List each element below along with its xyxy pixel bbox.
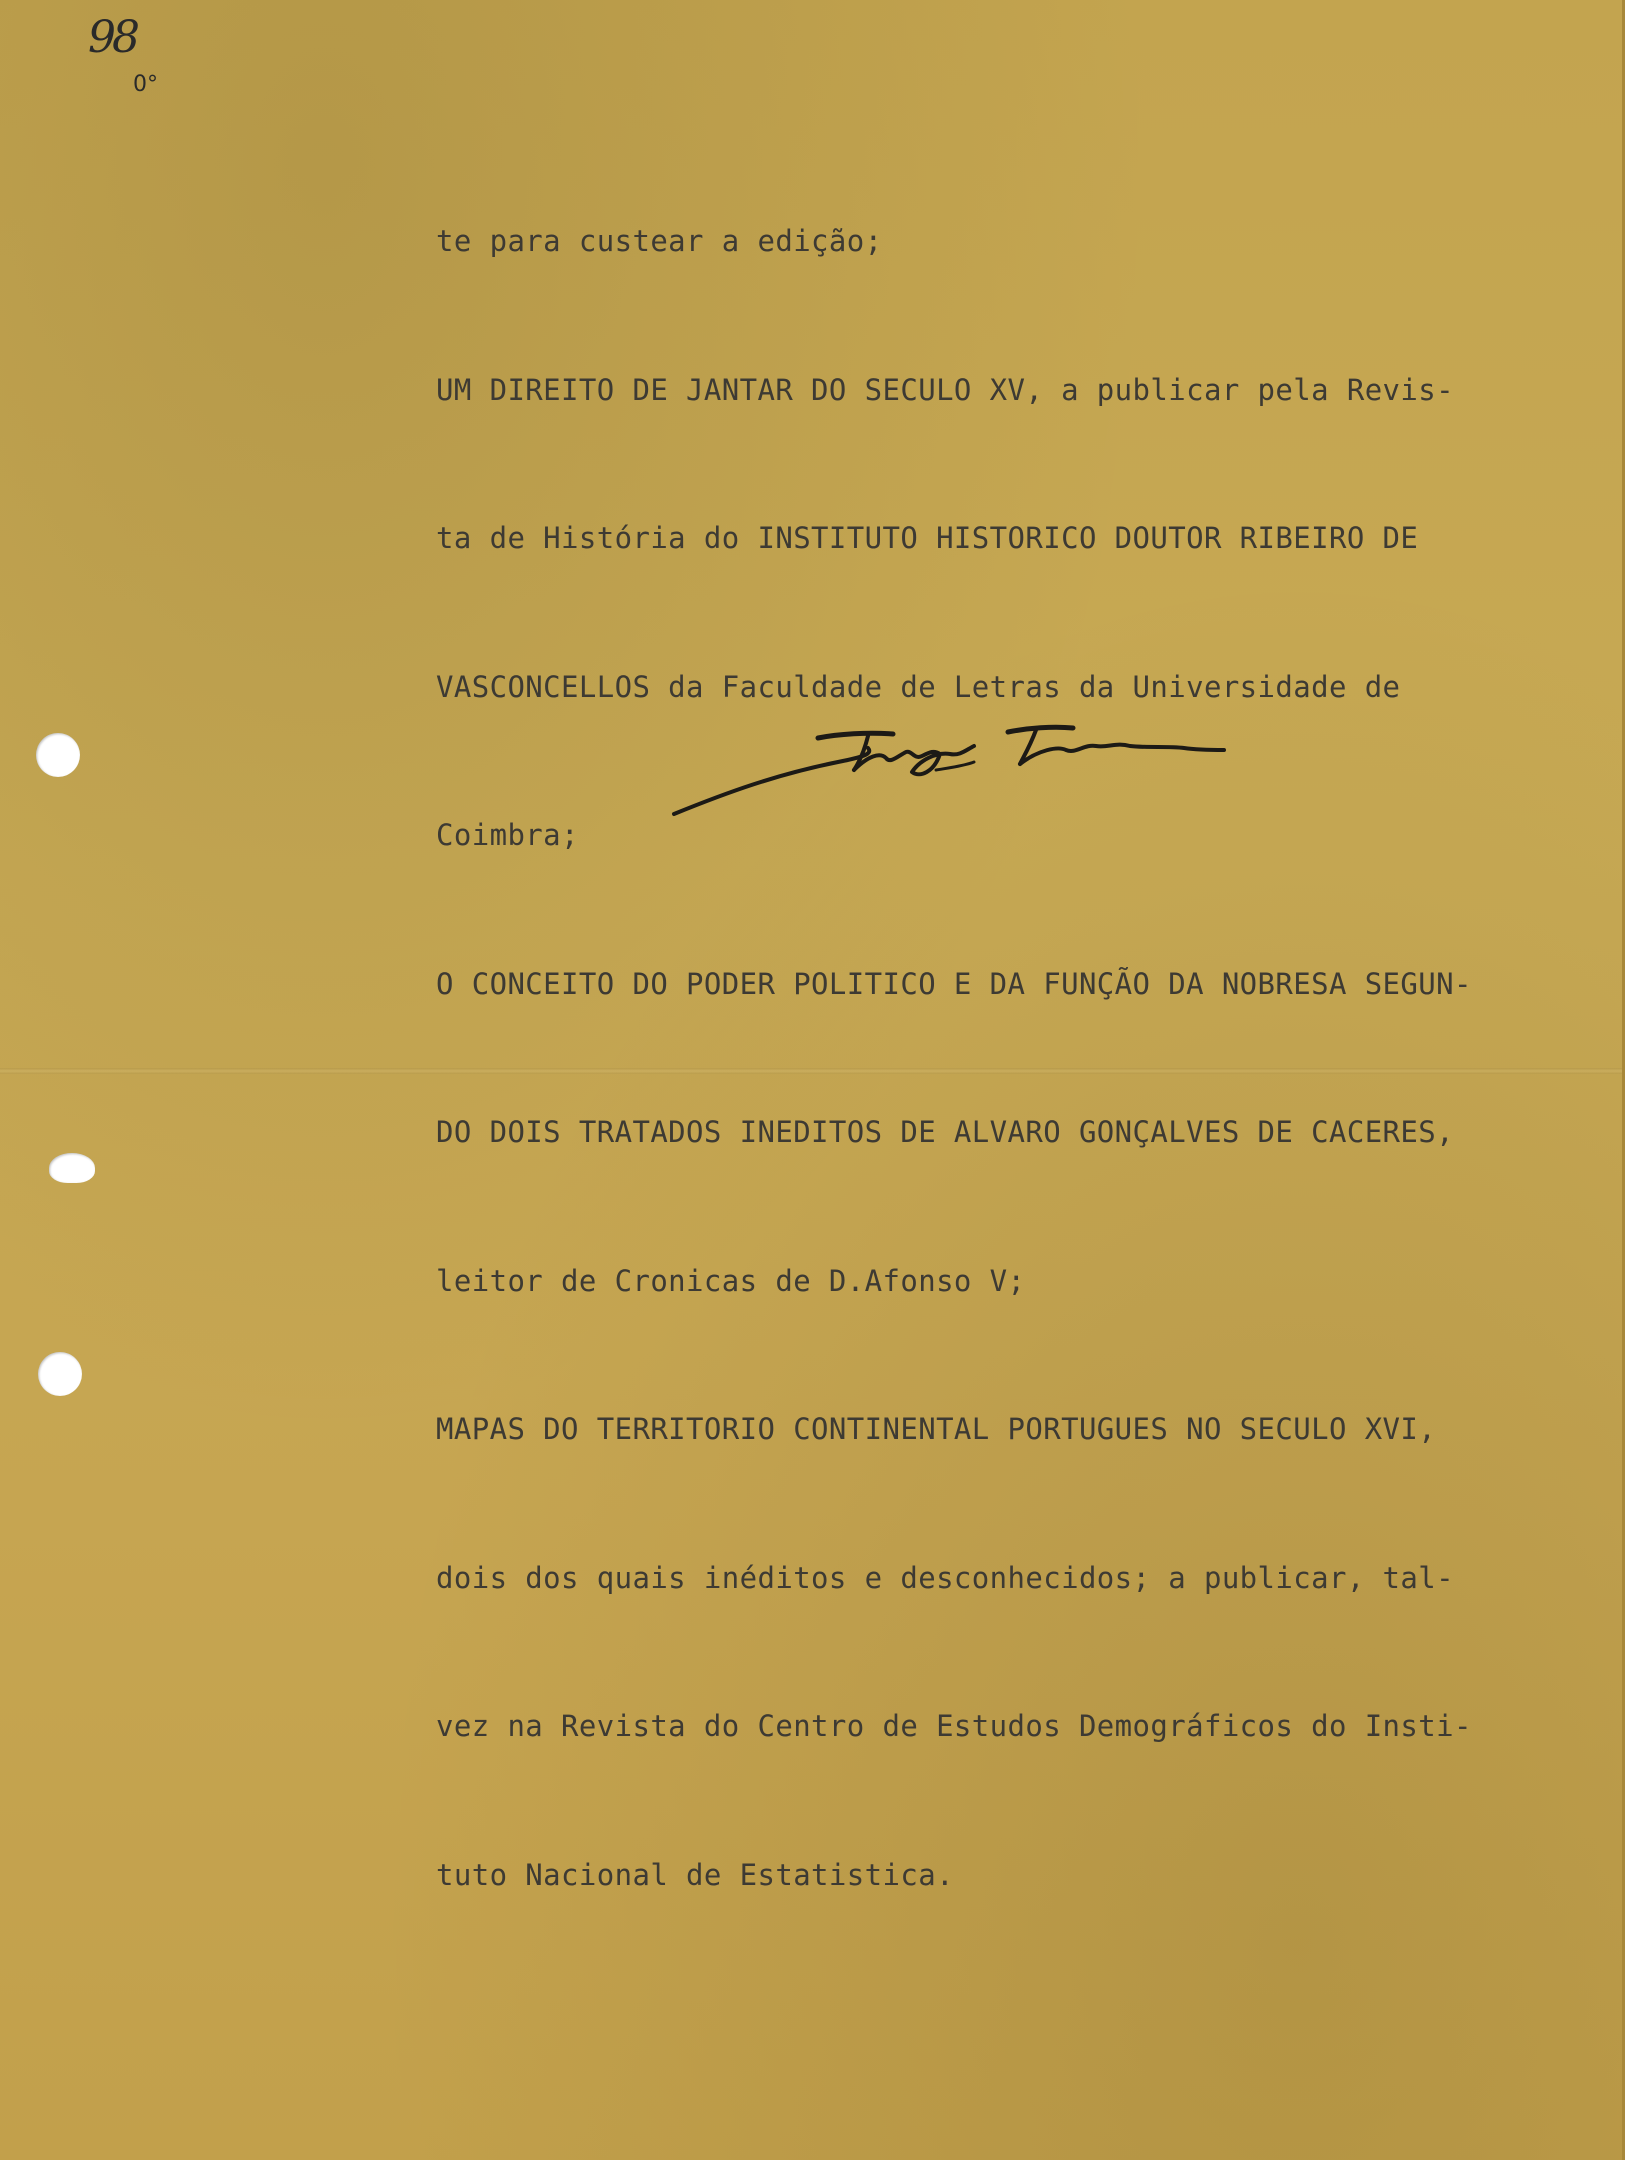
text-line: ta de História do INSTITUTO HISTORICO DOUTOR RIBEIRO DE [436,521,1419,555]
text-line: DO DOIS TRATADOS INEDITOS DE ALVARO GONÇALVES DE CACERES, [436,1115,1454,1149]
text-line: UM DIREITO DE JANTAR DO SECULO XV, a publicar pela Revis- [436,372,1454,407]
punch-hole [49,1153,95,1183]
text-line: leitor de Cronicas de D.Afonso V; [436,1263,1026,1298]
handwritten-signature [668,712,1228,822]
typed-text-block [436,118,1616,1999]
text-line: tuto Nacional de Estatistica. [436,1857,954,1892]
folio-mark: 0° [133,72,158,97]
text-line: VASCONCELLOS da Faculdade de Letras da Universidade de [436,669,1401,704]
folio-number: 98 [88,12,136,63]
text-line: dois dos quais inéditos e desconhecidos; a publicar, tal- [436,1560,1454,1595]
punch-hole [36,733,80,777]
text-line: MAPAS DO TERRITORIO CONTINENTAL PORTUGUES NO SECULO XVI, [436,1412,1437,1446]
text-line: O CONCEITO DO PODER POLITICO E DA FUNÇÃO DA NOBRESA SEGUN- [436,966,1472,1001]
text-line: vez na Revista do Centro de Estudos Demográficos do Insti- [436,1709,1472,1743]
text-line: Coimbra; [436,818,579,852]
punch-hole [38,1352,82,1396]
text-line: te para custear a edição; [436,224,883,258]
